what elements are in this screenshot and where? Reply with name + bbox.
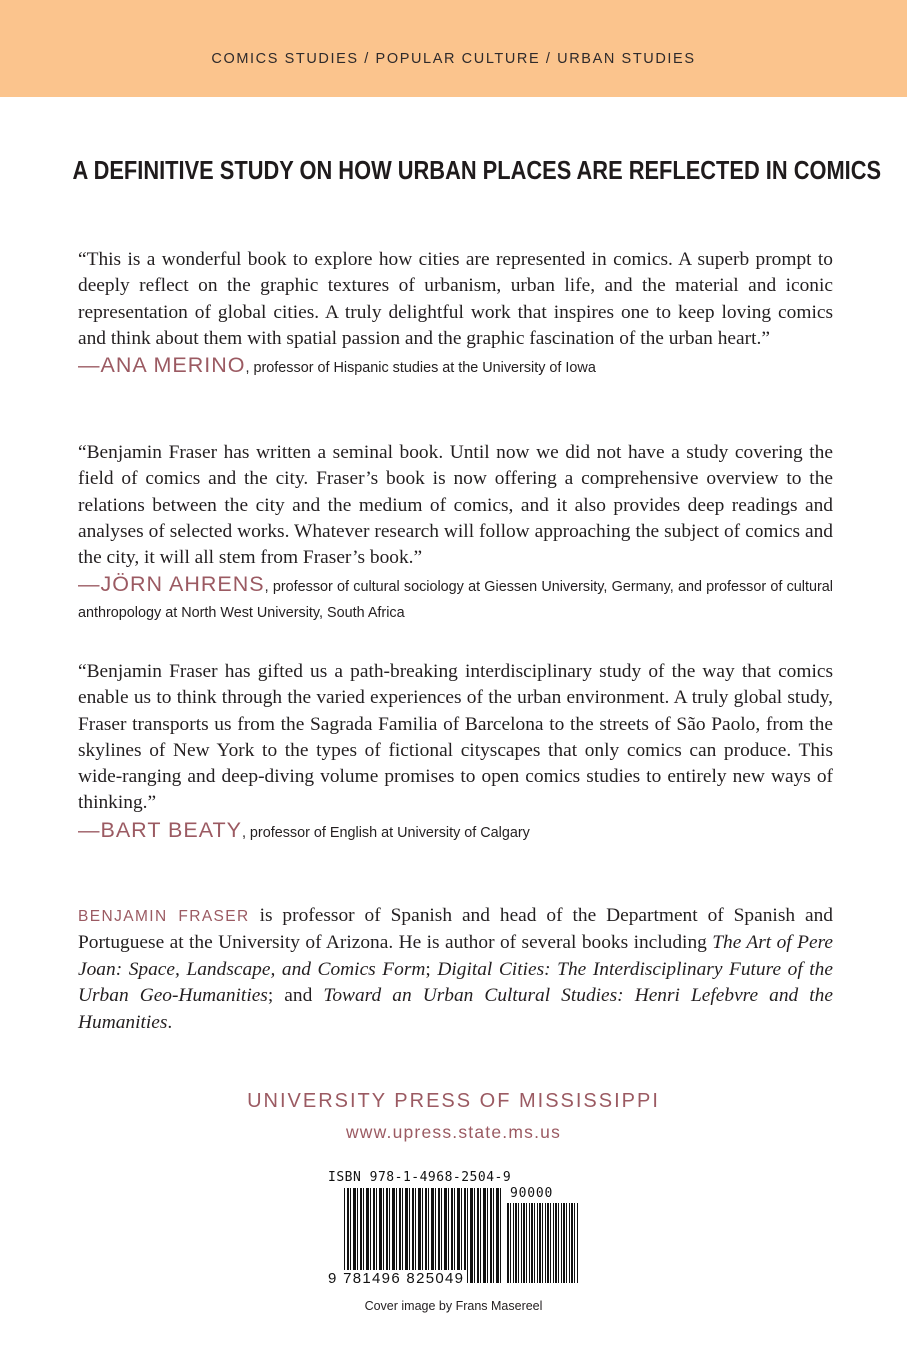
- blurb-quote: “This is a wonderful book to explore how cities are represented in comics. A superb prompt to deeply reflect on the graphic textures of urbanism, urban life, and the material and iconic representation of global cities. A truly delightful work that inspires one to keep loving comics and think about them with spatial passion and the graphic fascination of the urban heart.”: [78, 249, 833, 349]
- blurb-attribution: [78, 352, 833, 381]
- price-addon-code: 90000: [510, 1186, 554, 1201]
- isbn-label: ISBN 978-1-4968-2504-9: [328, 1170, 512, 1185]
- blurb-author-name: —ANA MERINO: [78, 353, 246, 378]
- category-line: COMICS STUDIES / POPULAR CULTURE / URBAN STUDIES: [211, 51, 696, 67]
- category-band: [0, 0, 907, 97]
- bio-author-name: BENJAMIN FRASER: [78, 908, 250, 925]
- bio-end: .: [167, 1011, 173, 1033]
- bio-book-title: Digital Cities: The Interdisciplinary Future of the Urban Geo-Humanities: [78, 958, 833, 1007]
- blurb-author-affiliation: , professor of English at University of Calgary: [241, 824, 530, 841]
- bio-text: is professor of Spanish and head of the Department of Spanish and Portuguese at the University of Arizona. He is author of several books including: [78, 905, 833, 954]
- blurb-author-name: —BART BEATY: [78, 817, 242, 842]
- headline: A DEFINITIVE STUDY ON HOW URBAN PLACES ARE REFLECTED IN COMICS: [72, 155, 882, 185]
- blurb-quote: “Benjamin Fraser has written a seminal book. Until now we did not have a study covering the field of comics and the city. Fraser’s book is now offering a comprehensive overview to the relations between the city and the medium of comics, and it also provides deep readings and analyses of selected works. Whatever research will follow approaching the subject of comics and the city, it will all stem from Fraser’s book.”: [78, 442, 833, 569]
- barcode-digits: 9 781496 825049: [328, 1270, 465, 1287]
- blurb-ana-merino: [78, 247, 833, 381]
- blurb-jorn-ahrens: [78, 440, 833, 626]
- author-bio: [78, 903, 833, 1036]
- bio-book-title: The Art of Pere Joan: Space, Landscape, and Comics Form: [78, 932, 834, 980]
- blurb-author-affiliation: , professor of cultural sociology at Giessen University, Germany, and professor of cultural anthropology at North West University, South Africa: [78, 579, 833, 622]
- publisher-name: UNIVERSITY PRESS OF MISSISSIPPI: [247, 1090, 660, 1112]
- publisher-website: www.upress.state.ms.us: [345, 1122, 562, 1142]
- blurb-bart-beaty: [78, 659, 833, 846]
- bio-book-title: Toward an Urban Cultural Studies: Henri Lefebvre and the Humanities: [78, 985, 833, 1033]
- blurb-attribution: [78, 817, 833, 846]
- blurb-author-name: —JÖRN AHRENS: [78, 572, 265, 597]
- blurb-author-affiliation: , professor of Hispanic studies at the University of Iowa: [245, 360, 596, 377]
- isbn-barcode: [344, 1188, 502, 1283]
- bio-separator: ;: [425, 958, 438, 980]
- price-addon-barcode: [507, 1203, 579, 1283]
- cover-image-credit: Cover image by Frans Masereel: [364, 1299, 543, 1313]
- blurb-attribution: [78, 571, 833, 626]
- bio-separator: ; and: [267, 985, 324, 1007]
- blurb-quote: “Benjamin Fraser has gifted us a path-breaking interdisciplinary study of the way that comics enable us to think through the varied experiences of the urban environment. A truly global study, Fraser transports us from the Sagrada Familia of Barcelona to the streets of São Paolo, from the skylines of New York to the types of fictional cityscapes that only comics can produce. This wide-ranging and deep-diving volume promises to open comics studies to entirely new ways of thinking.”: [78, 661, 833, 814]
